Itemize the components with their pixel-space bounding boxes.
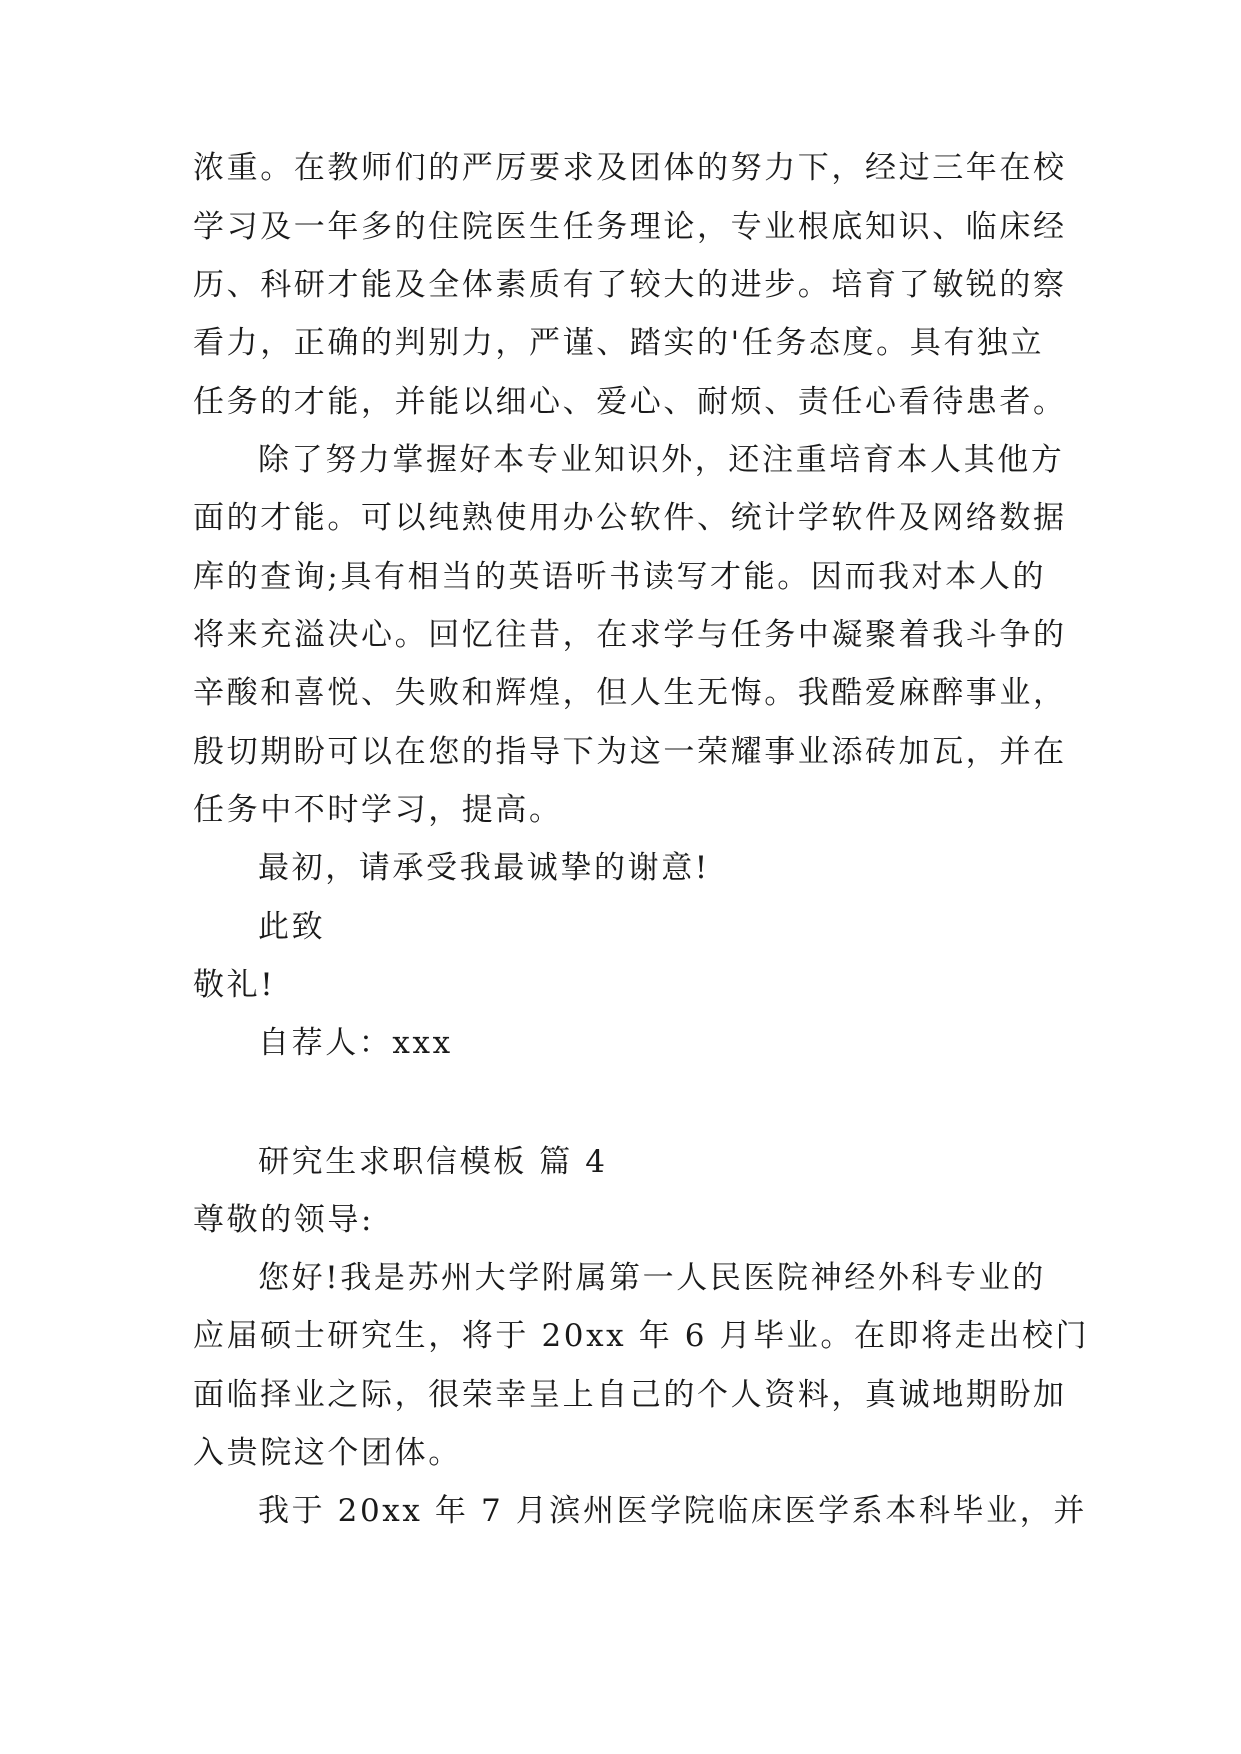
text-line: 浓重。在教师们的严厉要求及团体的努力下，经过三年在校	[193, 150, 1067, 186]
text-line: 库的查询;具有相当的英语听书读写才能。因而我对本人的	[193, 559, 1047, 595]
greeting-line: 尊敬的领导:	[193, 1202, 375, 1238]
text-line: 将来充溢决心。回忆往昔，在求学与任务中凝聚着我斗争的	[193, 617, 1067, 653]
paragraph-start-line: 除了努力掌握好本专业知识外，还注重培育本人其他方	[258, 442, 1065, 478]
paragraph-start-line: 您好!我是苏州大学附属第一人民医院神经外科专业的	[258, 1260, 1046, 1296]
text-line: 学习及一年多的住院医生任务理论，专业根底知识、临床经	[193, 209, 1067, 245]
salutation-close: 此致	[258, 909, 326, 945]
signature-line: 自荐人：xxx	[258, 1025, 453, 1061]
text-line: 历、科研才能及全体素质有了较大的进步。培育了敏锐的察	[193, 267, 1067, 303]
text-line: 应届硕士研究生，将于 20xx 年 6 月毕业。在即将走出校门	[193, 1318, 1090, 1354]
text-line: 入贵院这个团体。	[193, 1435, 462, 1471]
section-heading: 研究生求职信模板 篇 4	[258, 1144, 608, 1180]
text-line: 任务的才能，并能以细心、爱心、耐烦、责任心看待患者。	[193, 384, 1067, 420]
salutation-regards: 敬礼!	[193, 967, 276, 1003]
text-line: 面的才能。可以纯熟使用办公软件、统计学软件及网络数据	[193, 500, 1067, 536]
text-line: 看力，正确的判别力，严谨、踏实的'任务态度。具有独立	[193, 325, 1045, 361]
text-line: 任务中不时学习，提高。	[193, 792, 563, 828]
closing-thanks: 最初，请承受我最诚挚的谢意!	[258, 850, 710, 886]
text-line: 面临择业之际，很荣幸呈上自己的个人资料，真诚地期盼加	[193, 1377, 1067, 1413]
text-line: 辛酸和喜悦、失败和辉煌，但人生无悔。我酷爱麻醉事业，	[193, 675, 1067, 711]
paragraph-start-line: 我于 20xx 年 7 月滨州医学院临床医学系本科毕业，并	[258, 1493, 1087, 1529]
text-line: 殷切期盼可以在您的指导下为这一荣耀事业添砖加瓦，并在	[193, 734, 1067, 770]
